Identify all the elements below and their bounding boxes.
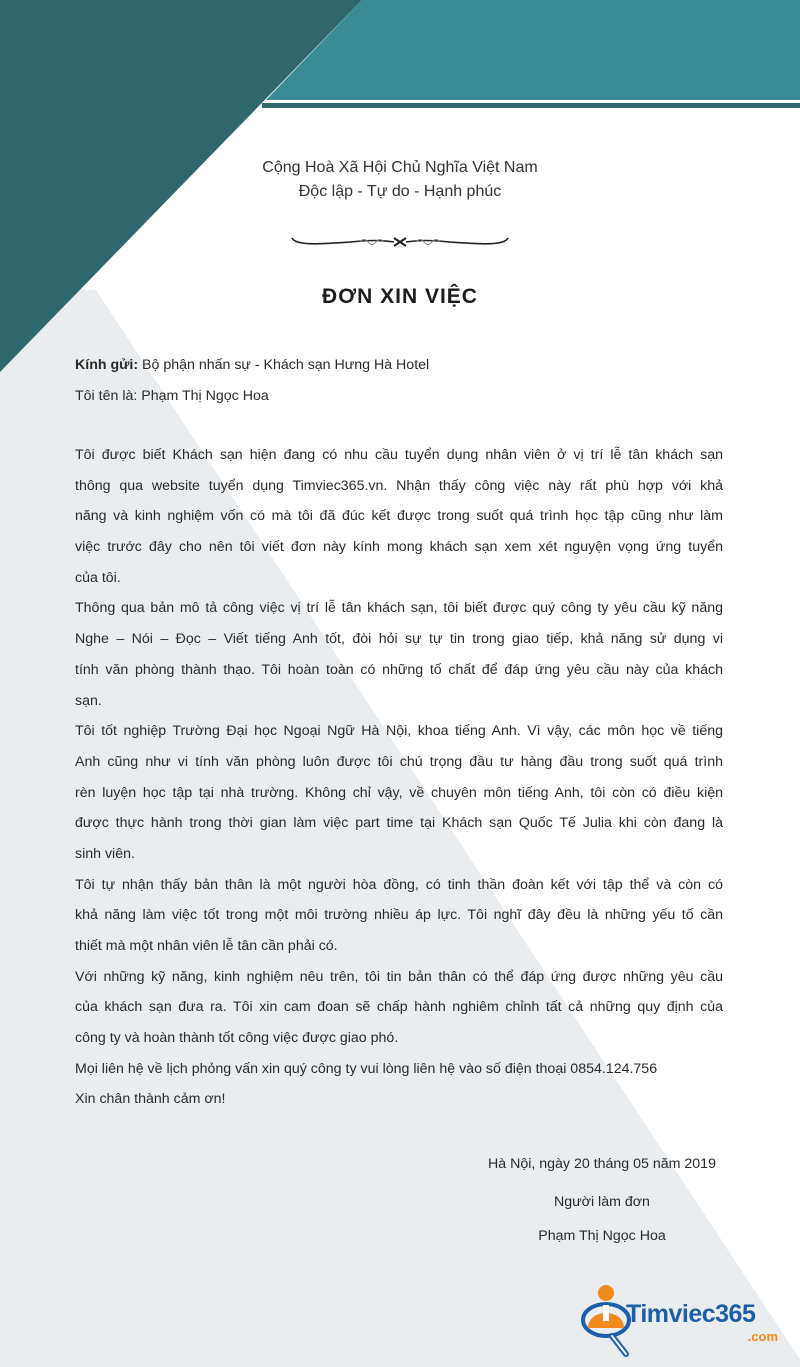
header-rule <box>262 103 800 108</box>
closing-line: Xin chân thành cảm ơn! <box>75 1091 226 1107</box>
letter-body <box>75 440 723 1084</box>
place-date: Hà Nội, ngày 20 tháng 05 năm 2019 <box>488 1156 716 1172</box>
paragraph <box>75 716 723 869</box>
paragraph-line: việc trước đây cho nên tôi viết đơn này kính mong khách sạn xem xét nguyện vọng ứng tuyển <box>75 539 723 556</box>
paragraph-line: Mọi liên hệ về lịch phỏng vấn xin quý công ty vui lòng liên hệ vào số điện thoại 0854.124.756 <box>75 1060 658 1077</box>
paragraph-line: Thông qua bản mô tả công việc vị trí lễ tân khách sạn, tôi biết được quý công ty yêu cầu kỹ năng <box>75 600 723 617</box>
paragraph-line: sạn. <box>75 692 102 709</box>
paragraph-line: Nghe – Nói – Đọc – Viết tiếng Anh tốt, đòi hỏi sự tự tin trong giao tiếp, khả năng sử dụng vi <box>75 631 723 648</box>
paragraph-line: Tôi được biết Khách sạn hiện đang có nhu cầu tuyển dụng nhân viên ở vị trí lễ tân khách sạn <box>75 447 723 463</box>
paragraph-line: tính văn phòng thành thạo. Tôi hoàn toàn có những tố chất để đáp ứng yêu cầu này của khách <box>75 661 723 678</box>
paragraph-line: được thực hành trong thời gian làm việc part time tại Khách sạn Quốc Tế Julia khi còn đang là <box>75 815 723 832</box>
nation-heading: Cộng Hoà Xã Hội Chủ Nghĩa Việt Nam <box>262 159 538 176</box>
recipient-value: Bộ phận nhấn sự - Khách sạn Hưng Hà Hotel <box>142 357 430 373</box>
paragraph <box>75 870 723 962</box>
paragraph-line: thiết mà một nhân viên lễ tân cần phải có. <box>75 938 338 954</box>
paragraph-line: Với những kỹ năng, kinh nghiệm nêu trên, tôi tin bản thân có thể đáp ứng được những yêu cầu <box>75 968 723 985</box>
paragraph-line: của khách sạn đưa ra. Tôi xin cam đoan sẽ chấp hành nghiêm chỉnh tất cả những quy định của <box>75 999 723 1016</box>
timviec365-logo <box>578 1284 788 1360</box>
paragraph-line: Anh cũng như vi tính văn phòng luôn được tôi chú trọng đầu tư hàng đầu trong suốt quá trình <box>75 753 723 770</box>
recipient-label: Kính gửi: <box>75 357 139 373</box>
signer-role: Người làm đơn <box>554 1194 650 1210</box>
ornament-divider-icon <box>290 234 510 250</box>
paragraph-line: khả năng làm việc tốt trong một môi trường nhiều áp lực. Tôi nghĩ đây đều là những yếu tố cần <box>75 907 723 924</box>
paragraph-line: thông qua website tuyển dụng Timviec365.vn. Nhận thấy công việc này rất phù hợp với khả <box>75 477 723 494</box>
paragraph <box>75 440 723 593</box>
logo-domain-suffix: .com <box>747 1329 778 1344</box>
document-title: ĐƠN XIN VIỆC <box>322 285 478 308</box>
logo-brand-text: Timviec365 <box>626 1300 756 1328</box>
paragraph-line: sinh viên. <box>75 845 135 862</box>
paragraph-line: của tôi. <box>75 569 121 586</box>
paragraph-line: công ty và hoàn thành tốt công việc được giao phó. <box>75 1030 399 1047</box>
paragraph <box>75 1054 723 1085</box>
recipient-line <box>75 350 723 381</box>
paragraph <box>75 593 723 716</box>
paragraph-line: Tôi tự nhận thấy bản thân là một người hòa đồng, có tinh thần đoàn kết với tập thể và còn có <box>75 876 723 893</box>
signer-name: Phạm Thị Ngọc Hoa <box>538 1228 666 1244</box>
paragraph-line: Tôi tốt nghiệp Trường Đại học Ngoại Ngữ Hà Nội, khoa tiếng Anh. Vì vậy, các môn học về tiếng <box>75 723 723 740</box>
paragraph-line: năng và kinh nghiệm vốn có mà tôi đã đúc kết được trong suốt quá trình học tập cũng như làm <box>75 508 723 525</box>
paragraph-line: rèn luyện học tập tại nhà trường. Không chỉ vậy, về chuyên môn tiếng Anh, tôi còn có điều kiện <box>75 784 723 801</box>
motto-heading: Độc lập - Tự do - Hạnh phúc <box>298 183 502 200</box>
applicant-name-line: Tôi tên là: Phạm Thị Ngọc Hoa <box>75 387 269 404</box>
paragraph <box>75 962 723 1054</box>
